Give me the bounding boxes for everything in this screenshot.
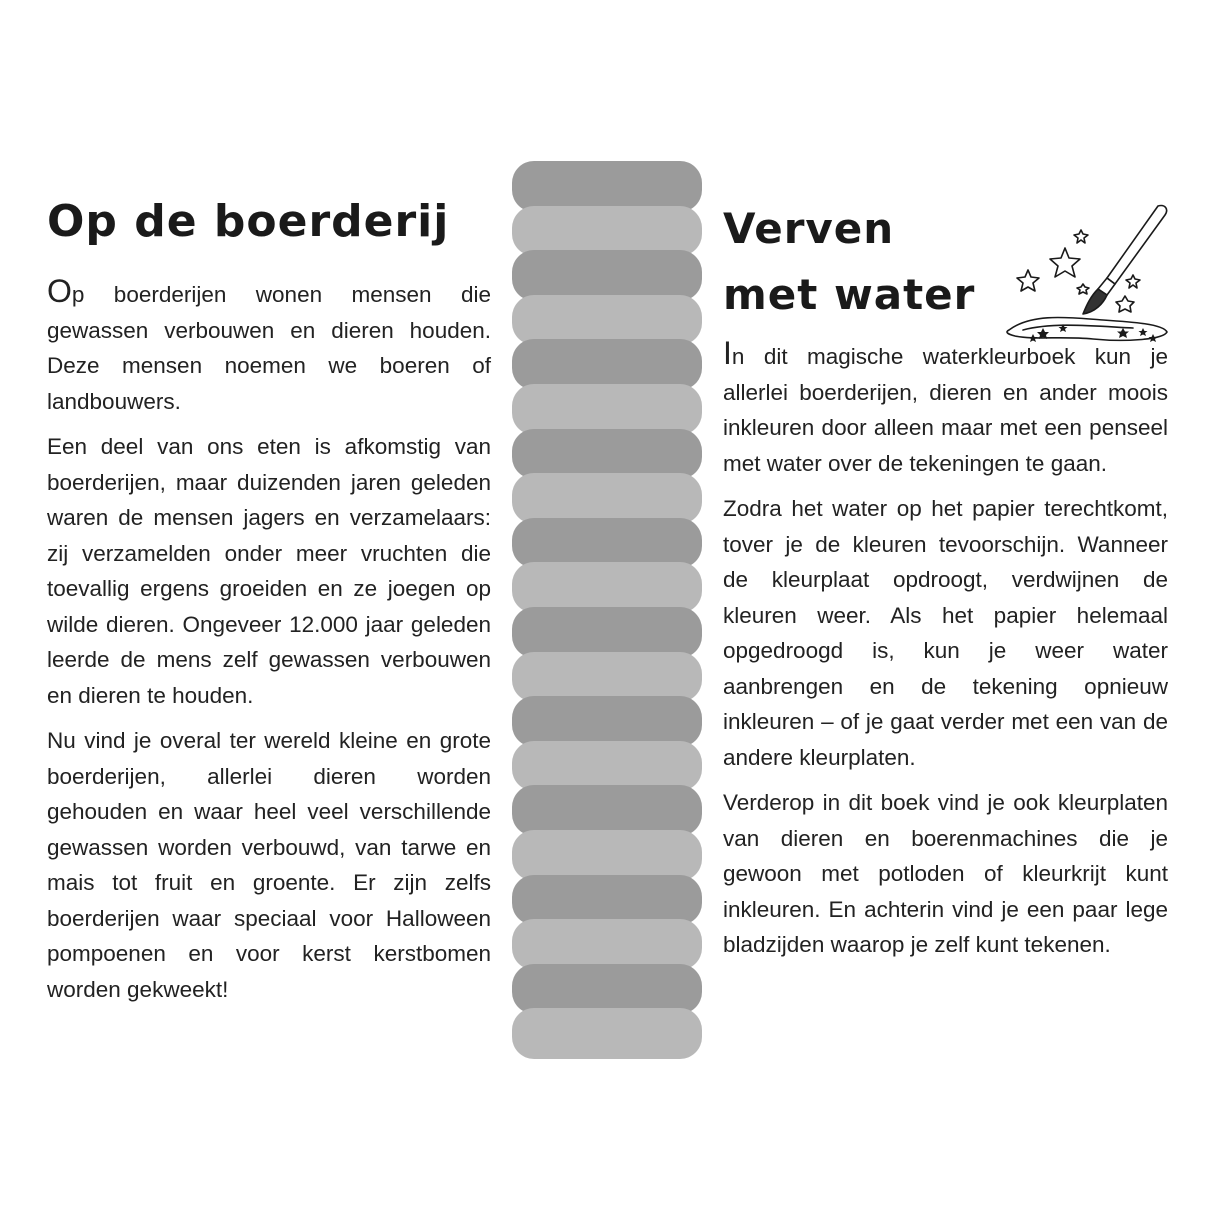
strip-band — [512, 429, 702, 480]
right-paragraph-2: Zodra het water op het papier terechtkomt, tover je de kleuren tevoorschijn. Wanneer de kleurplaat opdroogt, verdwijnen de kleuren weer. Als het papier helemaal opgedroogd is, kun je weer water aanbrengen en de tekening opnieuw inkleuren – of je gaat verder met een van de andere kleurplaten. — [723, 496, 1168, 770]
strip-band — [512, 206, 702, 257]
strip-band — [512, 1008, 702, 1059]
left-paragraph-3: Nu vind je overal ter wereld kleine en grote boerderijen, allerlei dieren worden gehouden en waar heel veel verschillende gewassen worden verbouwd, van tarwe en mais tot fruit en groente. Er zijn zelfs boerderijen waar speciaal voor Halloween pompoenen en voor kerst kerstbomen worden gekweekt! — [47, 728, 491, 1002]
left-dropcap: O — [47, 273, 72, 310]
strip-band — [512, 652, 702, 703]
strip-band — [512, 875, 702, 926]
strip-band — [512, 295, 702, 346]
right-dropcap: I — [723, 335, 732, 371]
left-paragraph-1 — [47, 273, 491, 419]
strip-band — [512, 339, 702, 390]
strip-band — [512, 785, 702, 836]
strip-band — [512, 518, 702, 569]
strip-band — [512, 473, 702, 524]
strip-band — [512, 830, 702, 881]
strip-band — [512, 964, 702, 1015]
right-column — [723, 198, 1168, 973]
strip-band — [512, 607, 702, 658]
right-title: Verven met water — [723, 204, 976, 319]
right-paragraph-1-text: n dit magische waterkleurboek kun je allerlei boerderijen, dieren en ander moois inkleuren door alleen maar met een penseel met water over de tekeningen te gaan. — [723, 344, 1168, 476]
right-paragraph-1 — [723, 335, 1168, 481]
color-strip — [512, 161, 702, 1053]
strip-band — [512, 161, 702, 212]
right-paragraph-3: Verderop in dit boek vind je ook kleurplaten van dieren en boerenmachines die je gewoon met potloden of kleurkrijt kunt inkleuren. En achterin vind je een paar lege bladzijden waarop je zelf kunt tekenen. — [723, 790, 1168, 957]
strip-band — [512, 919, 702, 970]
strip-band — [512, 562, 702, 613]
strip-band — [512, 384, 702, 435]
strip-band — [512, 741, 702, 792]
left-paragraph-1-text: p boerderijen wonen mensen die gewassen verbouwen en dieren houden. Deze mensen noemen we boeren of landbouwers. — [47, 282, 491, 414]
strip-band — [512, 250, 702, 301]
left-paragraph-2: Een deel van ons eten is afkomstig van boerderijen, maar duizenden jaren geleden waren de mensen jagers en verzamelaars: zij verzamelden onder meer vruchten die toevallig ergens groeiden en ze joegen op wilde dieren. Ongeveer 12.000 jaar geleden leerde de mens zelf gewassen verbouwen en dieren te houden. — [47, 434, 491, 708]
left-column — [47, 198, 491, 1017]
strip-band — [512, 696, 702, 747]
left-title: Op de boerderij — [47, 196, 450, 247]
